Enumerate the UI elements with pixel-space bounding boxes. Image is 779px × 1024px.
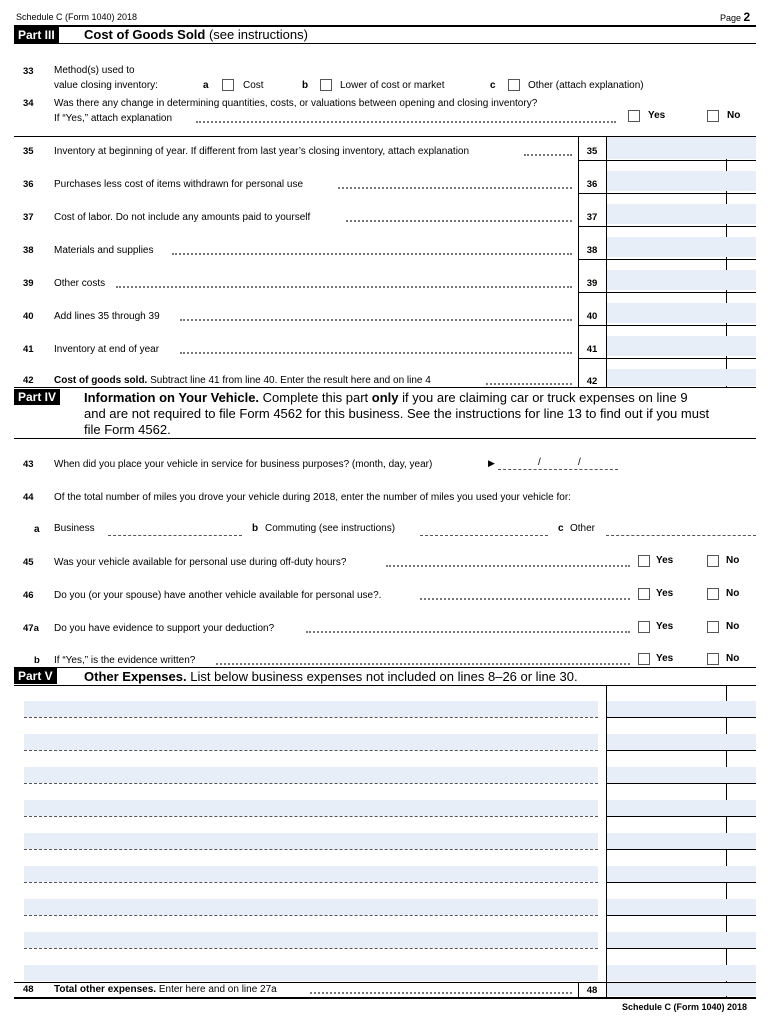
line42-number: 42: [23, 375, 34, 386]
line48-bold: Total other expenses.: [54, 984, 157, 995]
part4-title: Information on Your Vehicle.: [84, 390, 260, 405]
line40-text: Add lines 35 through 39: [54, 311, 160, 322]
part4-desc-only: only: [371, 390, 399, 405]
expense-row-3-rule: [24, 783, 598, 784]
line39-box-number: 39: [586, 278, 598, 289]
expense-row-6-rule: [24, 882, 598, 883]
line39-rule: [578, 292, 756, 293]
line41-rule: [578, 358, 756, 359]
expense-row-7-amount-rule: [606, 915, 756, 916]
line42-text: [54, 375, 431, 387]
line47a-yes-checkbox[interactable]: [638, 621, 650, 633]
expense-row-2-amount[interactable]: [607, 734, 756, 750]
line43-slash1: /: [538, 457, 541, 468]
expense-row-3-desc[interactable]: [24, 767, 598, 783]
line44-text: Of the total number of miles you drove your vehicle during 2018, enter the number of miles you used your vehicle for:: [54, 492, 571, 503]
line37-text: Cost of labor. Do not include any amounts paid to yourself: [54, 212, 311, 223]
line35-text: Inventory at beginning of year. If different from last year’s closing inventory, attach explanation: [54, 146, 470, 157]
line47a-no-checkbox[interactable]: [707, 621, 719, 633]
line39-number: 39: [23, 278, 34, 289]
line46-no-label: No: [726, 588, 740, 599]
line44-c-letter: c: [558, 523, 564, 534]
line44-other-input[interactable]: [606, 535, 756, 536]
expense-row-2-desc[interactable]: [24, 734, 598, 750]
line33-cost-label: Cost: [243, 80, 264, 91]
part4-desc2: if you are claiming car or truck expenses on line 9: [402, 390, 688, 405]
line48-box-left: [578, 982, 579, 997]
expense-row-3-amount-rule: [606, 783, 756, 784]
expense-row-4-desc[interactable]: [24, 800, 598, 816]
line47b-number: b: [34, 655, 40, 666]
expense-row-1-amount-rule: [606, 717, 756, 718]
line39-amount-field[interactable]: [607, 270, 756, 290]
expense-row-4-rule: [24, 816, 598, 817]
line45-text: Was your vehicle available for personal use during off-duty hours?: [54, 557, 347, 568]
line35-leader: [524, 154, 572, 156]
line47b-yes-checkbox[interactable]: [638, 653, 650, 665]
line33-c-letter: c: [490, 80, 496, 91]
line47b-leader: [216, 663, 630, 665]
line33-other-label: Other (attach explanation): [528, 80, 644, 91]
line38-box-number: 38: [586, 245, 598, 256]
line37-leader: [346, 220, 572, 222]
expense-row-5-amount[interactable]: [607, 833, 756, 849]
line46-text: Do you (or your spouse) have another vehicle available for personal use?.: [54, 590, 382, 601]
line35-amount-field[interactable]: [607, 137, 756, 159]
line47a-yes-label: Yes: [656, 621, 674, 632]
part3-title-text: Cost of Goods Sold: [84, 27, 206, 42]
part5-rule-top: [14, 667, 756, 668]
line33-other-checkbox[interactable]: [508, 79, 520, 91]
line36-leader: [338, 187, 572, 189]
line36-box-number: 36: [586, 179, 598, 190]
line47b-text: If “Yes,” is the evidence written?: [54, 655, 196, 666]
expense-row-8-rule: [24, 948, 598, 949]
part4-header-text: [84, 390, 760, 438]
line47b-yes-label: Yes: [656, 653, 674, 664]
line36-rule: [578, 193, 756, 194]
line45-yes-label: Yes: [656, 555, 674, 566]
line43-arrow: ▶: [488, 458, 495, 468]
line46-yes-checkbox[interactable]: [638, 588, 650, 600]
line33-number: 33: [23, 66, 34, 77]
line35-rule: [578, 160, 756, 161]
part4-rule-top: [14, 387, 756, 388]
line33-text2: value closing inventory:: [54, 80, 158, 91]
expense-row-6-desc[interactable]: [24, 866, 598, 882]
line34-text2: If “Yes,” attach explanation: [54, 113, 173, 124]
line41-text: Inventory at end of year: [54, 344, 160, 355]
line45-leader: [386, 565, 630, 567]
line44-business-input[interactable]: [108, 535, 242, 536]
part3-subtitle: (see instructions): [208, 27, 308, 42]
part3-label: Part III: [14, 27, 59, 43]
line46-no-checkbox[interactable]: [707, 588, 719, 600]
expense-row-2-rule: [24, 750, 598, 751]
line45-yes-checkbox[interactable]: [638, 555, 650, 567]
line47a-no-label: No: [726, 621, 740, 632]
line42-box-number: 42: [586, 376, 598, 387]
amount-col-left: [578, 136, 579, 387]
line35-box-number: 35: [586, 146, 598, 157]
line33-a-letter: a: [203, 80, 209, 91]
line39-leader: [116, 286, 572, 288]
line39-text: Other costs: [54, 278, 106, 289]
line48-box-number: 48: [586, 985, 598, 996]
line42-amount-field[interactable]: [607, 369, 756, 386]
line34-yes-checkbox[interactable]: [628, 110, 640, 122]
expense-row-8-amount-rule: [606, 948, 756, 949]
line36-number: 36: [23, 179, 34, 190]
line41-number: 41: [23, 344, 34, 355]
line44-a-letter: a: [34, 524, 40, 535]
expense-row-7-rule: [24, 915, 598, 916]
expense-row-9-desc[interactable]: [24, 965, 598, 981]
line34-no-checkbox[interactable]: [707, 110, 719, 122]
expense-row-8-amount[interactable]: [607, 932, 756, 948]
line48-amount-field[interactable]: [607, 983, 756, 996]
line38-leader: [172, 253, 572, 255]
page-number: 2: [743, 10, 751, 24]
page-label: [720, 11, 750, 24]
line38-number: 38: [23, 245, 34, 256]
expense-row-4-amount-rule: [606, 816, 756, 817]
line43-text: When did you place your vehicle in service for business purposes? (month, day, year): [54, 459, 433, 470]
form-name: Schedule C (Form 1040) 2018: [16, 12, 138, 22]
line42-bold: Cost of goods sold.: [54, 375, 148, 386]
line37-number: 37: [23, 212, 34, 223]
line46-leader: [420, 598, 630, 600]
line34-no-label: No: [727, 110, 741, 121]
line44-commuting-label: Commuting (see instructions): [265, 523, 396, 534]
expense-row-7-amount[interactable]: [607, 899, 756, 915]
expense-row-8-desc[interactable]: [24, 932, 598, 948]
page-label-text: Page: [720, 13, 742, 23]
expense-row-1-amount[interactable]: [607, 701, 756, 717]
line38-amount-field[interactable]: [607, 237, 756, 257]
line33-lower-checkbox[interactable]: [320, 79, 332, 91]
line45-number: 45: [23, 557, 34, 568]
line42-leader: [486, 383, 572, 385]
line44-number: 44: [23, 492, 34, 503]
line47b-no-label: No: [726, 653, 740, 664]
line47a-leader: [306, 631, 630, 633]
expense-row-5-amount-rule: [606, 849, 756, 850]
line43-slash2: /: [578, 457, 581, 468]
part5-header-text: [84, 669, 578, 685]
line33-b-letter: b: [302, 80, 309, 91]
line44-other-label: Other: [570, 523, 596, 534]
expense-row-2-amount-rule: [606, 750, 756, 751]
part4-desc4: file Form 4562.: [84, 422, 171, 437]
line34-leader: [196, 121, 616, 123]
line36-amount-field[interactable]: [607, 171, 756, 191]
line45-no-checkbox[interactable]: [707, 555, 719, 567]
line45-no-label: No: [726, 555, 740, 566]
line40-rule: [578, 325, 756, 326]
line36-text: Purchases less cost of items withdrawn for personal use: [54, 179, 303, 190]
line43-number: 43: [23, 459, 34, 470]
line41-box-number: 41: [586, 344, 598, 355]
line48-desc: Enter here and on line 27a: [158, 984, 277, 995]
part5-rule: [14, 685, 756, 686]
line40-amount-field[interactable]: [607, 303, 756, 323]
line46-number: 46: [23, 590, 34, 601]
expense-row-9-amount[interactable]: [607, 965, 756, 981]
part5-desc: List below business expenses not included on lines 8–26 or line 30.: [190, 669, 578, 684]
line46-yes-label: Yes: [656, 588, 674, 599]
line47a-number: 47a: [23, 623, 39, 634]
line41-leader: [180, 352, 572, 354]
part3-rule: [14, 43, 756, 44]
expense-row-1-desc[interactable]: [24, 701, 598, 717]
line37-box-number: 37: [586, 212, 598, 223]
line35-number: 35: [23, 146, 34, 157]
part5-title: Other Expenses.: [84, 669, 187, 684]
footer-form-name: Schedule C (Form 1040) 2018: [622, 1002, 748, 1012]
expense-row-6-amount-rule: [606, 882, 756, 883]
line38-text: Materials and supplies: [54, 245, 154, 256]
line42-desc: Subtract line 41 from line 40. Enter the result here and on line 4: [150, 375, 431, 386]
footer-rule: [14, 997, 756, 999]
line40-leader: [180, 319, 572, 321]
expense-row-5-rule: [24, 849, 598, 850]
line48-leader: [310, 992, 572, 994]
line48-text: [54, 984, 277, 996]
expense-row-3-amount[interactable]: [607, 767, 756, 783]
expense-row-4-amount[interactable]: [607, 800, 756, 816]
expense-row-1-rule: [24, 717, 598, 718]
line33-cost-checkbox[interactable]: [222, 79, 234, 91]
line47b-no-checkbox[interactable]: [707, 653, 719, 665]
part4-label: Part IV: [14, 389, 60, 405]
line38-rule: [578, 259, 756, 260]
line40-box-number: 40: [586, 311, 598, 322]
line41-amount-field[interactable]: [607, 336, 756, 356]
line43-date-input[interactable]: [498, 469, 618, 470]
expense-row-7-desc[interactable]: [24, 899, 598, 915]
line48-number: 48: [23, 984, 34, 995]
line44-b-letter: b: [252, 523, 259, 534]
expense-row-6-amount[interactable]: [607, 866, 756, 882]
line33-text1: Method(s) used to: [54, 65, 135, 76]
line44-commuting-input[interactable]: [420, 535, 548, 536]
line34-text1: Was there any change in determining quantities, costs, or valuations between opening and closing inventory?: [54, 98, 538, 109]
part4-rule: [14, 438, 756, 439]
line33-lower-label: Lower of cost or market: [340, 80, 445, 91]
expense-row-5-desc[interactable]: [24, 833, 598, 849]
part4-desc1: Complete this part: [262, 390, 369, 405]
line37-rule: [578, 226, 756, 227]
line34-number: 34: [23, 98, 34, 109]
part3-title: [84, 27, 308, 43]
part4-desc3: and are not required to file Form 4562 for this business. See the instructions for line 13 to find out if you must: [84, 406, 710, 421]
line47a-text: Do you have evidence to support your deduction?: [54, 623, 275, 634]
line44-business-label: Business: [54, 523, 95, 534]
line34-yes-label: Yes: [648, 110, 666, 121]
part5-label: Part V: [14, 668, 57, 684]
line40-number: 40: [23, 311, 34, 322]
line37-amount-field[interactable]: [607, 204, 756, 224]
